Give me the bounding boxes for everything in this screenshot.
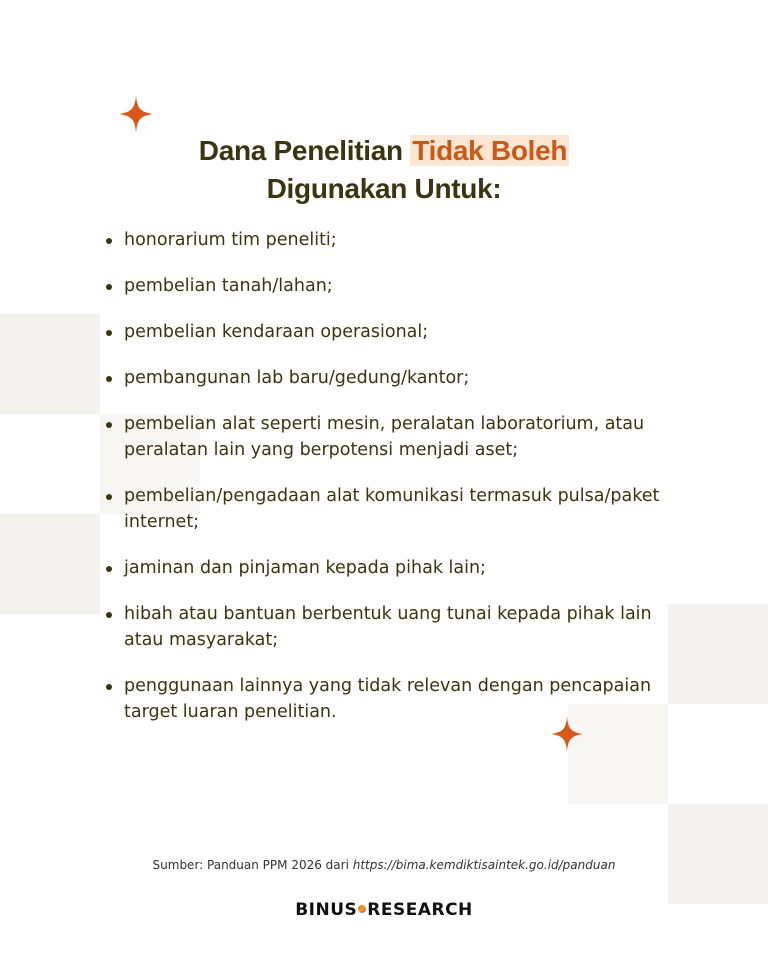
- title-highlight: Tidak Boleh: [412, 135, 568, 166]
- list-item: pembelian tanah/lahan;: [104, 273, 684, 299]
- deco-block-left-1: [0, 314, 100, 414]
- list-item: honorarium tim peneliti;: [104, 227, 684, 253]
- logo-right: RESEARCH: [367, 900, 473, 920]
- source-url: https://bima.kemdiktisaintek.go.id/panduan: [352, 858, 616, 872]
- logo-left: BINUS: [295, 900, 358, 920]
- deco-block-right-3: [668, 804, 768, 904]
- source-prefix: Sumber: Panduan PPM 2026 dari: [152, 858, 353, 872]
- source-note: [0, 858, 768, 872]
- list-item: pembelian/pengadaan alat komunikasi termasuk pulsa/paket internet;: [104, 483, 684, 535]
- title-part1: Dana Penelitian: [198, 135, 411, 166]
- list-item: pembelian kendaraan operasional;: [104, 319, 684, 345]
- list-item: pembangunan lab baru/gedung/kantor;: [104, 365, 684, 391]
- page-title: [0, 132, 768, 208]
- list-item: penggunaan lainnya yang tidak relevan dengan pencapaian target luaran penelitian.: [104, 673, 684, 725]
- list-item: pembelian alat seperti mesin, peralatan laboratorium, atau peralatan lain yang berpotensi menjadi aset;: [104, 411, 684, 463]
- sparkle-icon-top: [119, 95, 153, 133]
- restriction-list: [104, 227, 684, 745]
- deco-block-left-3: [0, 514, 100, 614]
- list-item: hibah atau bantuan berbentuk uang tunai kepada pihak lain atau masyarakat;: [104, 601, 684, 653]
- binus-research-logo: [0, 900, 768, 920]
- logo-dot-icon: [358, 905, 366, 913]
- title-part2: Digunakan Untuk:: [266, 173, 502, 204]
- list-item: jaminan dan pinjaman kepada pihak lain;: [104, 555, 684, 581]
